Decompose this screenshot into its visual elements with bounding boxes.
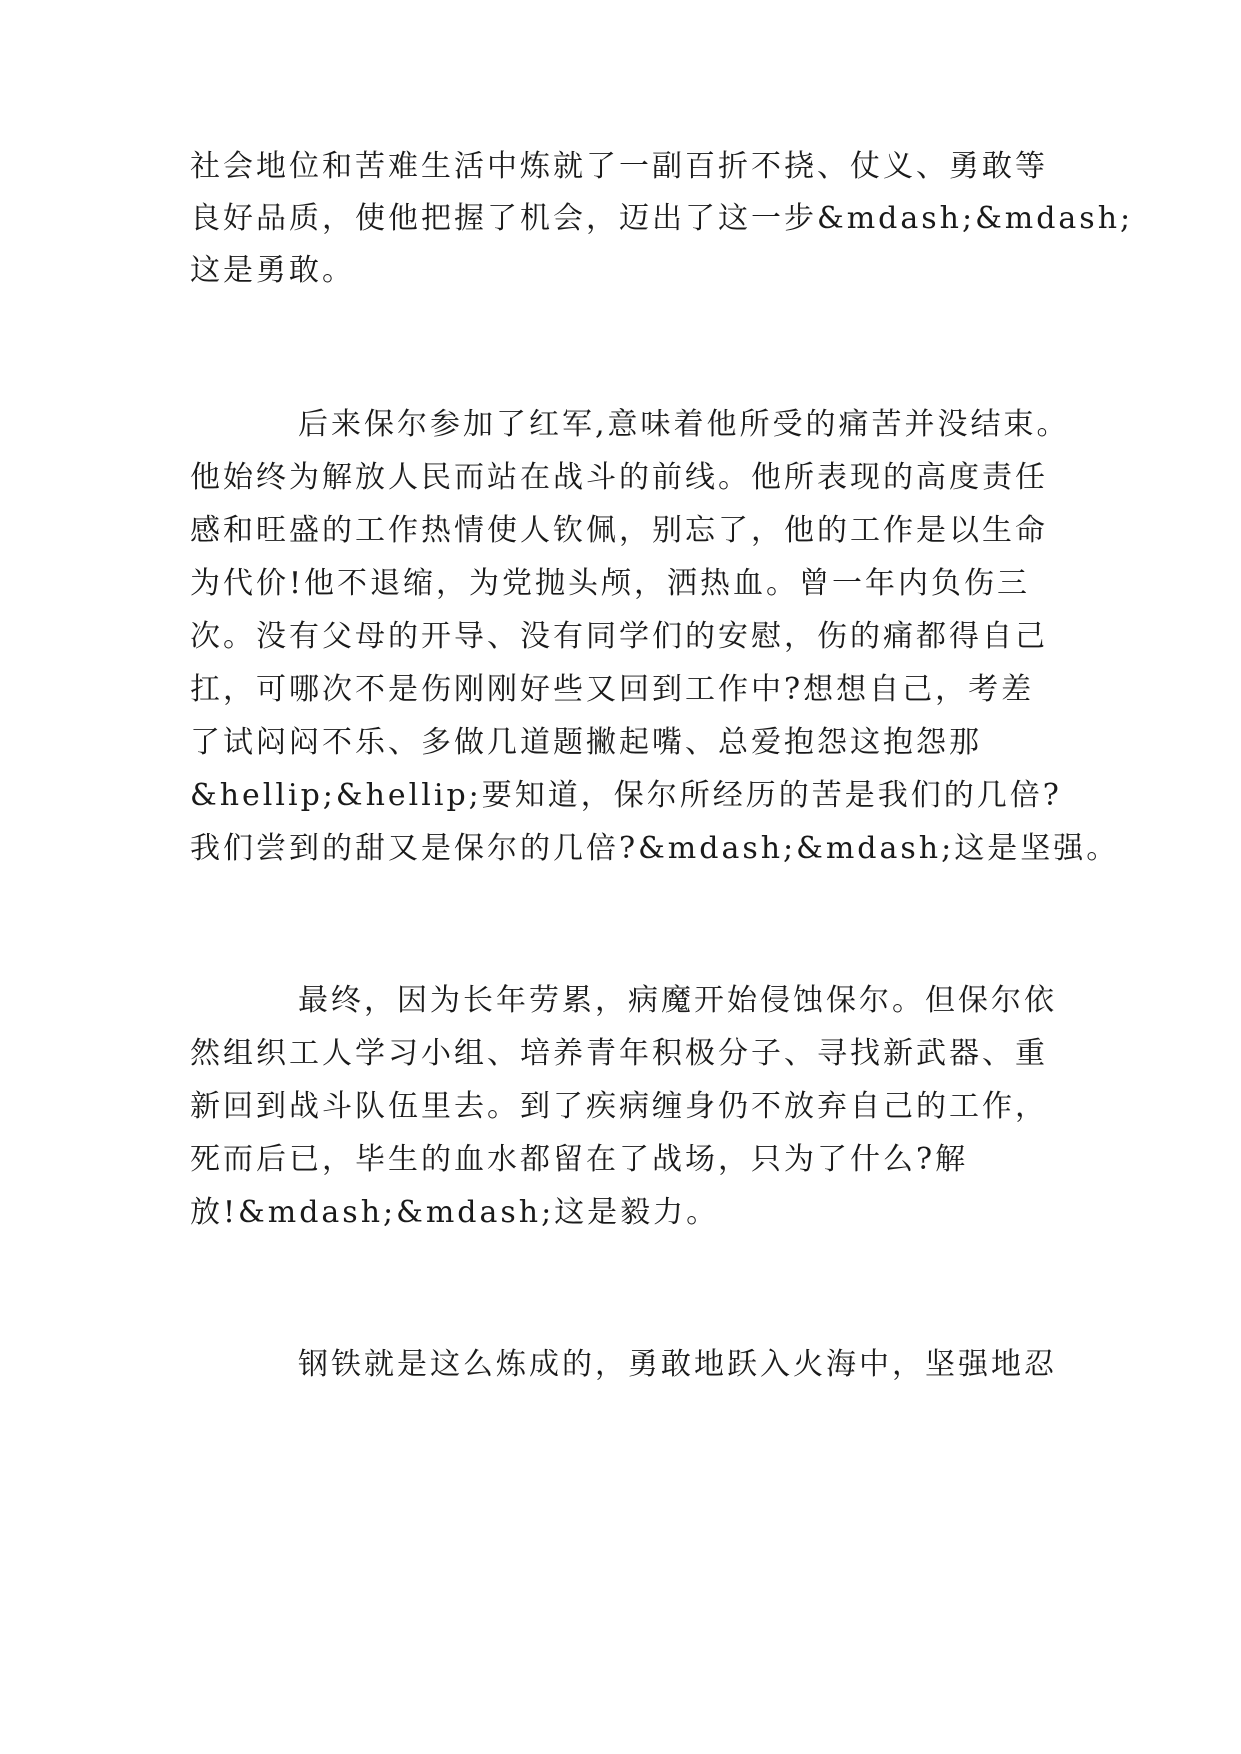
paragraph-2-line-8: &hellip;&hellip;要知道，保尔所经历的苦是我们的几倍?	[190, 778, 1062, 813]
paragraph-3-line-3: 新回到战斗队伍里去。到了疾病缠身仍不放弃自己的工作，	[190, 1089, 1048, 1124]
paragraph-2-line-3: 感和旺盛的工作热情使人钦佩，别忘了，他的工作是以生命	[190, 513, 1048, 548]
paragraph-1-line-1: 社会地位和苦难生活中炼就了一副百折不挠、仗义、勇敢等	[190, 149, 1048, 184]
paragraph-2-line-1: 后来保尔参加了红军,意味着他所受的痛苦并没结束。	[298, 407, 1070, 442]
paragraph-2-line-4: 为代价!他不退缩，为党抛头颅，洒热血。曾一年内负伤三	[190, 566, 1031, 601]
paragraph-3-line-5: 放!&mdash;&mdash;这是毅力。	[190, 1195, 720, 1230]
paragraph-3-line-2: 然组织工人学习小组、培养青年积极分子、寻找新武器、重	[190, 1036, 1048, 1071]
paragraph-2-line-6: 扛，可哪次不是伤刚刚好些又回到工作中?想想自己，考差	[190, 672, 1035, 707]
paragraph-2-line-9: 我们尝到的甜又是保尔的几倍?&mdash;&mdash;这是坚强。	[190, 831, 1120, 866]
paragraph-2-line-5: 次。没有父母的开导、没有同学们的安慰，伤的痛都得自己	[190, 619, 1048, 654]
paragraph-1-line-2: 良好品质，使他把握了机会，迈出了这一步&mdash;&mdash;	[190, 201, 1134, 236]
paragraph-1-line-3: 这是勇敢。	[190, 253, 355, 288]
paragraph-3-line-4: 死而后已，毕生的血水都留在了战场，只为了什么?解	[190, 1142, 969, 1177]
paragraph-3-line-1: 最终，因为长年劳累，病魔开始侵蚀保尔。但保尔依	[298, 983, 1057, 1018]
paragraph-2-line-7: 了试闷闷不乐、多做几道题撇起嘴、总爱抱怨这抱怨那	[190, 725, 982, 760]
paragraph-4-line-1: 钢铁就是这么炼成的，勇敢地跃入火海中，坚强地忍	[298, 1347, 1057, 1382]
paragraph-2-line-2: 他始终为解放人民而站在战斗的前线。他所表现的高度责任	[190, 460, 1048, 495]
